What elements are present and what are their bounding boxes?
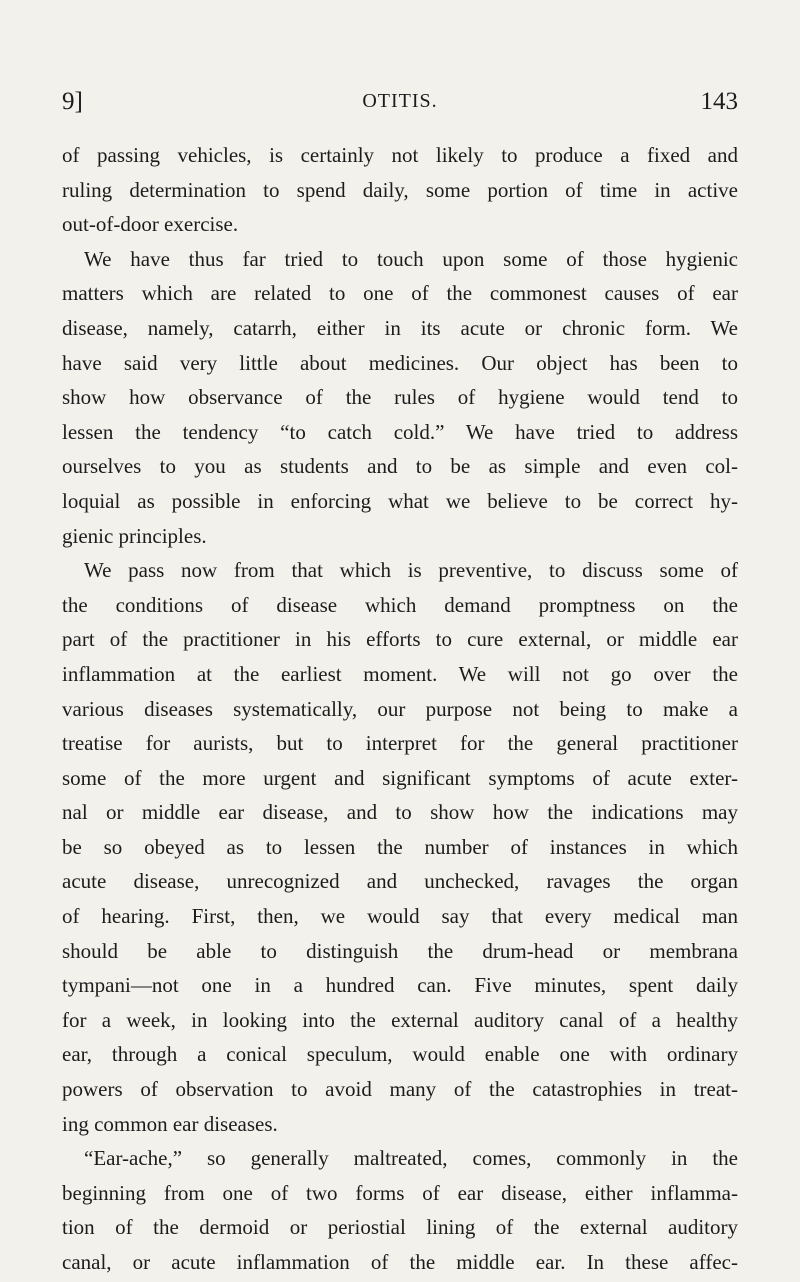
text-line: the conditions of disease which demand promptness on the — [62, 592, 738, 617]
text-line: part of the practitioner in his efforts to cure external, or middle ear — [62, 627, 738, 652]
body-text — [62, 138, 738, 1280]
text-line: various diseases systematically, our purpose not being to make a — [62, 696, 738, 721]
section-number: 9] — [62, 88, 83, 115]
text-line: lessen the tendency “to catch cold.” We have tried to address — [62, 419, 738, 444]
page-number: 143 — [700, 88, 738, 115]
text-line: ear, through a conical speculum, would enable one with ordinary — [62, 1042, 738, 1067]
text-line: some of the more urgent and significant symptoms of acute exter- — [62, 765, 738, 790]
text-line: acute disease, unrecognized and unchecked, ravages the organ — [62, 869, 738, 894]
text-line: for a week, in looking into the external auditory canal of a healthy — [62, 1007, 738, 1032]
text-line: ing common ear diseases. — [62, 1111, 278, 1136]
text-line: We pass now from that which is preventive, to discuss some of — [84, 558, 738, 583]
text-line: tympani—not one in a hundred can. Five minutes, spent daily — [62, 973, 738, 998]
text-line: of passing vehicles, is certainly not likely to produce a fixed and — [62, 143, 738, 167]
text-line: tion of the dermoid or periostial lining of the external auditory — [62, 1215, 738, 1240]
text-line: have said very little about medicines. Our object has been to — [62, 350, 738, 375]
text-line: nal or middle ear disease, and to show how the indications may — [62, 800, 738, 825]
text-line: show how observance of the rules of hygiene would tend to — [62, 385, 738, 410]
text-line: should be able to distinguish the drum-head or membrana — [62, 938, 738, 963]
text-line: out-of-door exercise. — [62, 212, 239, 237]
text-line: ourselves to you as students and to be as simple and even col- — [62, 454, 738, 479]
text-line: “Ear-ache,” so generally maltreated, comes, commonly in the — [84, 1146, 738, 1171]
text-line: ruling determination to spend daily, some portion of time in active — [62, 177, 738, 202]
text-line: of hearing. First, then, we would say that every medical man — [62, 904, 738, 929]
text-line: beginning from one of two forms of ear disease, either inflamma- — [62, 1180, 738, 1205]
text-line: canal, or acute inflammation of the middle ear. In these affec- — [62, 1250, 738, 1274]
text-line: gienic principles. — [62, 523, 207, 548]
text-line: disease, namely, catarrh, either in its acute or chronic form. We — [62, 315, 738, 340]
text-line: We have thus far tried to touch upon some of those hygienic — [84, 246, 738, 271]
text-line: be so obeyed as to lessen the number of instances in which — [62, 834, 738, 859]
text-line: powers of observation to avoid many of the catastrophies in treat- — [62, 1077, 738, 1102]
text-line: inflammation at the earliest moment. We will not go over the — [62, 661, 738, 686]
text-line: loquial as possible in enforcing what we believe to be correct hy- — [62, 488, 738, 513]
running-title: OTITIS. — [362, 90, 438, 112]
text-line: treatise for aurists, but to interpret for the general practitioner — [62, 731, 738, 756]
running-header — [62, 88, 738, 124]
text-line: matters which are related to one of the commonest causes of ear — [62, 281, 738, 306]
